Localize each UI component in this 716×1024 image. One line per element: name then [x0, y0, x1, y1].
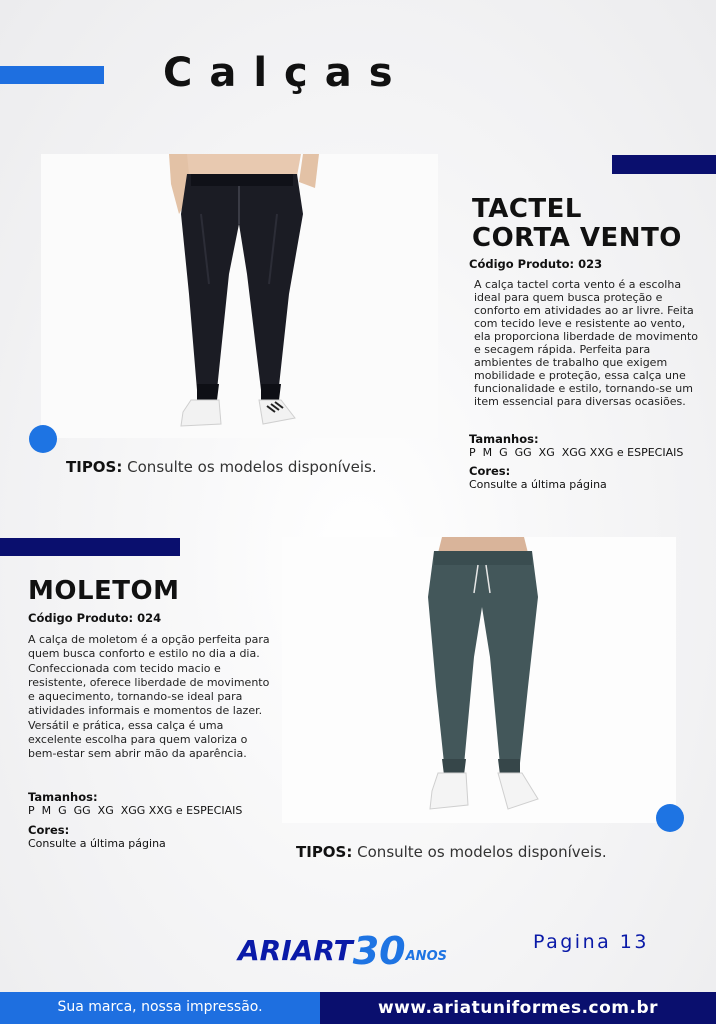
page-title: Calças — [163, 50, 410, 96]
product-photo-tactel — [41, 154, 438, 438]
page-number: Pagina 13 — [533, 931, 649, 953]
moletom-accent-bar — [0, 538, 180, 556]
tactel-tipos: TIPOS: Consulte os modelos disponíveis. — [66, 458, 377, 476]
moletom-colors-label: Cores: — [28, 823, 70, 837]
tactel-accent-bar — [612, 155, 716, 174]
tactel-sizes: P M G GG XG XGG XXG e ESPECIAIS — [469, 446, 684, 459]
decorative-dot-1 — [29, 425, 57, 453]
footer-website-link[interactable]: www.ariatuniformes.com.br — [320, 992, 716, 1024]
tactel-colors: Consulte a última página — [469, 478, 607, 491]
tactel-colors-label: Cores: — [469, 464, 511, 478]
tactel-product-code: Código Produto: 023 — [469, 257, 603, 271]
moletom-sizes-label: Tamanhos: — [28, 790, 98, 804]
moletom-pants-image — [282, 537, 676, 823]
moletom-title: MOLETOM — [28, 576, 180, 606]
tactel-description: A calça tactel corta vento é a escolha ideal para quem busca proteção e conforto em atividades ao ar livre. Feita com tecido leve e resistente ao vento, ela proporciona liberdade de movimento e secagem rápida. Perfeita para ambientes de trabalho que exigem mobilidade e proteção, essa calça une funcionalidade e estilo, tornando-se um item essencial para diversas ocasiões. — [474, 278, 699, 408]
decorative-dot-2 — [656, 804, 684, 832]
tactel-sizes-label: Tamanhos: — [469, 432, 539, 446]
brand-logo: ARIART30ANOS — [238, 929, 447, 973]
tactel-pants-image — [41, 154, 438, 438]
moletom-sizes: P M G GG XG XGG XXG e ESPECIAIS — [28, 804, 243, 817]
footer-slogan: Sua marca, nossa impressão. — [0, 992, 320, 1024]
product-photo-moletom — [282, 537, 676, 823]
moletom-colors: Consulte a última página — [28, 837, 166, 850]
moletom-tipos: TIPOS: Consulte os modelos disponíveis. — [296, 843, 607, 861]
moletom-product-code: Código Produto: 024 — [28, 611, 162, 625]
tactel-title: TACTEL CORTA VENTO — [472, 194, 682, 253]
header-accent-bar — [0, 66, 104, 84]
moletom-description: A calça de moletom é a opção perfeita para quem busca conforto e estilo no dia a dia. Confeccionada com tecido macio e resistente, oferece liberdade de movimento e aquecimento, tornando-se ideal para atividades informais e momentos de lazer. Versátil e prática, essa calça é uma excelente escolha para quem valoriza o bem-estar sem abrir mão da aparência. — [28, 633, 270, 761]
